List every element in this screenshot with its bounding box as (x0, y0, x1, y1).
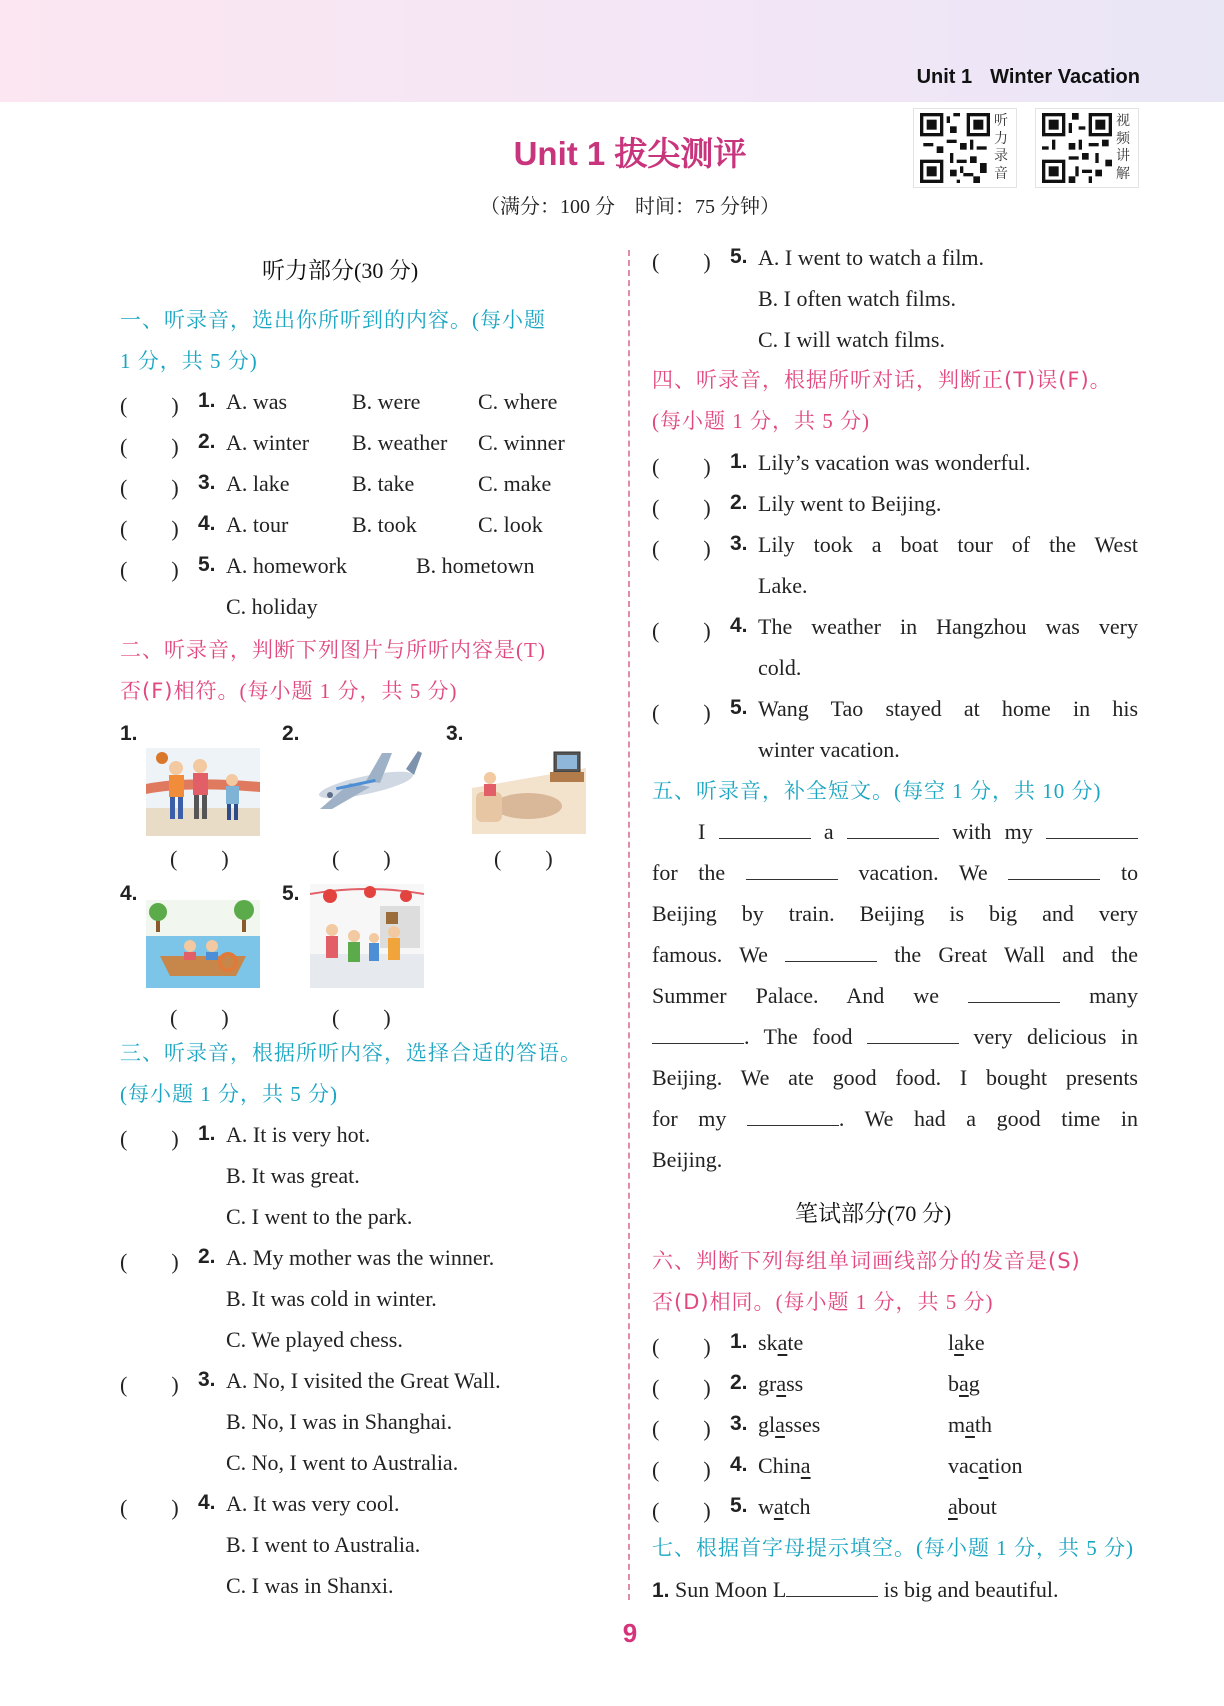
living-room-image (472, 748, 586, 834)
statement: Lily took a boat tour of the West (758, 532, 1138, 557)
cloze-line: for the vacation. We to (652, 860, 1139, 885)
option-a: A. I went to watch a film. (758, 245, 985, 270)
blank-field[interactable] (867, 1024, 959, 1044)
item-number: 1. (730, 450, 748, 473)
blank-field[interactable] (847, 819, 939, 839)
part6-title: 六、判断下列每组单词画线部分的发音是(S) (652, 1249, 1081, 1273)
cloze-line: Beijing by train. Beijing is big and very (652, 901, 1138, 926)
item-number: 2. (198, 430, 216, 453)
option-c: C. I went to the park. (226, 1204, 413, 1229)
part3-title: 三、听录音，根据所听内容，选择合适的答语。 (120, 1041, 582, 1065)
cloze-line: . The food very delicious in (652, 1024, 1138, 1050)
blank-field[interactable] (1046, 819, 1138, 839)
word-1: watch (758, 1494, 811, 1519)
item-number: 1. (652, 1579, 670, 1602)
answer-paren[interactable]: ( ) (332, 846, 391, 871)
option-b: B. I went to Australia. (226, 1532, 421, 1557)
writing-heading: 笔试部分(70 分) (795, 1201, 952, 1227)
option-b: B. hometown (416, 553, 535, 578)
option-b: B. weather (352, 430, 448, 455)
item-number: 5. (198, 553, 216, 576)
sentence-end: is big and beautiful. (883, 1577, 1059, 1602)
option-c: C. I was in Shanxi. (226, 1573, 394, 1598)
word-1: China (758, 1453, 811, 1478)
option-a: A. was (226, 389, 288, 414)
option-a: A. homework (226, 553, 347, 578)
word-1: grass (758, 1371, 804, 1396)
word-2: lake (948, 1330, 985, 1355)
answer-paren[interactable]: ( ) (120, 557, 179, 582)
answer-paren[interactable]: ( ) (120, 1126, 179, 1151)
item-number: 4. (730, 1453, 748, 1476)
option-c: C. where (478, 389, 558, 414)
part2-title: 二、听录音，判断下列图片与所听内容是(T) (120, 638, 546, 662)
option-b: B. It was great. (226, 1163, 360, 1188)
statement: Lily’s vacation was wonderful. (758, 450, 1031, 475)
word-1: skate (758, 1330, 804, 1355)
word-2: math (948, 1412, 993, 1437)
word-2: bag (948, 1371, 980, 1396)
option-a: A. lake (226, 471, 290, 496)
option-c: C. make (478, 471, 552, 496)
listening-heading: 听力部分(30 分) (262, 258, 419, 284)
statement: Wang Tao stayed at home in his (758, 696, 1138, 721)
answer-paren[interactable]: ( ) (652, 1498, 711, 1523)
item-number: 1. (198, 389, 216, 412)
answer-paren[interactable]: ( ) (332, 1005, 391, 1030)
item-number: 3. (198, 1368, 216, 1391)
picture-number: 5. (282, 882, 300, 905)
answer-paren[interactable]: ( ) (652, 454, 711, 479)
basketball-kids-image (146, 748, 260, 836)
option-c: C. winner (478, 430, 565, 455)
answer-paren[interactable]: ( ) (652, 700, 711, 725)
boat-lake-image (146, 900, 260, 988)
option-a: A. My mother was the winner. (226, 1245, 495, 1270)
blank-field[interactable] (786, 1577, 878, 1597)
qr-label: 视 频 讲 解 (1116, 113, 1130, 182)
picture-number: 3. (446, 722, 464, 745)
answer-paren[interactable]: ( ) (120, 1249, 179, 1274)
answer-paren[interactable]: ( ) (120, 475, 179, 500)
cloze-line: Beijing. We ate good food. I bought presents (652, 1065, 1138, 1090)
blank-field[interactable] (785, 942, 877, 962)
option-b: B. No, I was in Shanghai. (226, 1409, 453, 1434)
item-number: 1. (730, 1330, 748, 1353)
answer-paren[interactable]: ( ) (120, 1372, 179, 1397)
answer-paren[interactable]: ( ) (120, 393, 179, 418)
picture-number: 2. (282, 722, 300, 745)
cloze-line: for my . We had a good time in (652, 1106, 1138, 1131)
item-number: 4. (730, 614, 748, 637)
option-a: A. It is very hot. (226, 1122, 371, 1147)
answer-paren[interactable]: ( ) (652, 536, 711, 561)
item-number: 3. (198, 471, 216, 494)
blank-field[interactable] (719, 819, 811, 839)
part7-item (652, 1577, 1059, 1604)
word-2: vacation (948, 1453, 1023, 1478)
option-b: B. took (352, 512, 417, 537)
option-b: B. were (352, 389, 421, 414)
part7-title: 七、根据首字母提示填空。(每小题 1 分，共 5 分) (652, 1536, 1134, 1560)
option-a: A. winter (226, 430, 310, 455)
blank-field[interactable] (1008, 860, 1100, 880)
answer-paren[interactable]: ( ) (652, 249, 711, 274)
column-divider (628, 250, 630, 1600)
statement-continued: cold. (758, 655, 802, 680)
item-number: 1. (198, 1122, 216, 1145)
cloze-line: Summer Palace. And we many (652, 983, 1138, 1008)
page-title: Unit 1 拔尖测评 (513, 135, 747, 172)
item-number: 5. (730, 696, 748, 719)
option-b: B. It was cold in winter. (226, 1286, 437, 1311)
word-2: about (948, 1494, 997, 1519)
item-number: 5. (730, 245, 748, 268)
family-street-image (310, 884, 424, 988)
part5-title: 五、听录音，补全短文。(每空 1 分，共 10 分) (652, 779, 1102, 803)
qr-label: 听 力 录 音 (994, 113, 1008, 182)
answer-paren[interactable]: ( ) (494, 846, 553, 871)
item-number: 4. (198, 512, 216, 535)
answer-paren[interactable]: ( ) (652, 1334, 711, 1359)
item-number: 2. (198, 1245, 216, 1268)
option-b: B. take (352, 471, 415, 496)
page-subtitle: （满分：100 分 时间：75 分钟） (480, 196, 780, 218)
answer-paren[interactable]: ( ) (120, 434, 179, 459)
answer-paren[interactable]: ( ) (170, 1005, 229, 1030)
answer-paren[interactable]: ( ) (652, 1416, 711, 1441)
airplane-image (310, 745, 422, 829)
answer-paren[interactable]: ( ) (120, 516, 179, 541)
picture-number: 1. (120, 722, 138, 745)
part6-title-line2: 否(D)相同。(每小题 1 分，共 5 分) (652, 1290, 994, 1314)
word-1: glasses (758, 1412, 821, 1437)
item-number: 2. (730, 491, 748, 514)
option-c: C. I will watch films. (758, 327, 945, 352)
statement-continued: Lake. (758, 573, 808, 598)
option-c: C. No, I went to Australia. (226, 1450, 459, 1475)
cloze-line: Beijing. (652, 1147, 723, 1172)
answer-paren[interactable]: ( ) (120, 1495, 179, 1520)
option-c: C. look (478, 512, 543, 537)
page-number: 9 (622, 1618, 638, 1648)
cloze-line: famous. We the Great Wall and the (652, 942, 1139, 967)
sentence-start: Sun Moon L (675, 1577, 787, 1602)
item-number: 4. (198, 1491, 216, 1514)
part4-title-points: (每小题 1 分，共 5 分) (652, 409, 870, 433)
option-b: B. I often watch films. (758, 286, 956, 311)
item-number: 3. (730, 1412, 748, 1435)
item-number: 3. (730, 532, 748, 555)
item-number: 5. (730, 1494, 748, 1517)
blank-field[interactable] (747, 1106, 839, 1126)
running-header: Unit 1 Winter Vacation (916, 66, 1140, 88)
part3-title-points: (每小题 1 分，共 5 分) (120, 1082, 338, 1106)
part4-title: 四、听录音，根据所听对话，判断正(T)误(F)。 (652, 368, 1112, 392)
statement-continued: winter vacation. (758, 737, 900, 762)
cloze-line: I a with my (652, 819, 1138, 845)
option-a: A. tour (226, 512, 289, 537)
option-a: A. It was very cool. (226, 1491, 400, 1516)
item-number: 2. (730, 1371, 748, 1394)
part1-title-points: 1 分，共 5 分) (120, 349, 258, 373)
answer-paren[interactable]: ( ) (652, 495, 711, 520)
answer-paren[interactable]: ( ) (652, 1457, 711, 1482)
option-c: C. holiday (226, 594, 318, 619)
part2-title-line2: 否(F)相符。(每小题 1 分，共 5 分) (120, 679, 458, 703)
answer-paren[interactable]: ( ) (652, 618, 711, 643)
option-a: A. No, I visited the Great Wall. (226, 1368, 501, 1393)
answer-paren[interactable]: ( ) (652, 1375, 711, 1400)
answer-paren[interactable]: ( ) (170, 846, 229, 871)
option-c: C. We played chess. (226, 1327, 403, 1352)
blank-field[interactable] (968, 983, 1060, 1003)
statement: Lily went to Beijing. (758, 491, 942, 516)
blank-field[interactable] (652, 1024, 744, 1044)
blank-field[interactable] (746, 860, 838, 880)
part1-title: 一、听录音，选出你所听到的内容。(每小题 (120, 308, 546, 332)
picture-number: 4. (120, 882, 138, 905)
statement: The weather in Hangzhou was very (758, 614, 1138, 639)
